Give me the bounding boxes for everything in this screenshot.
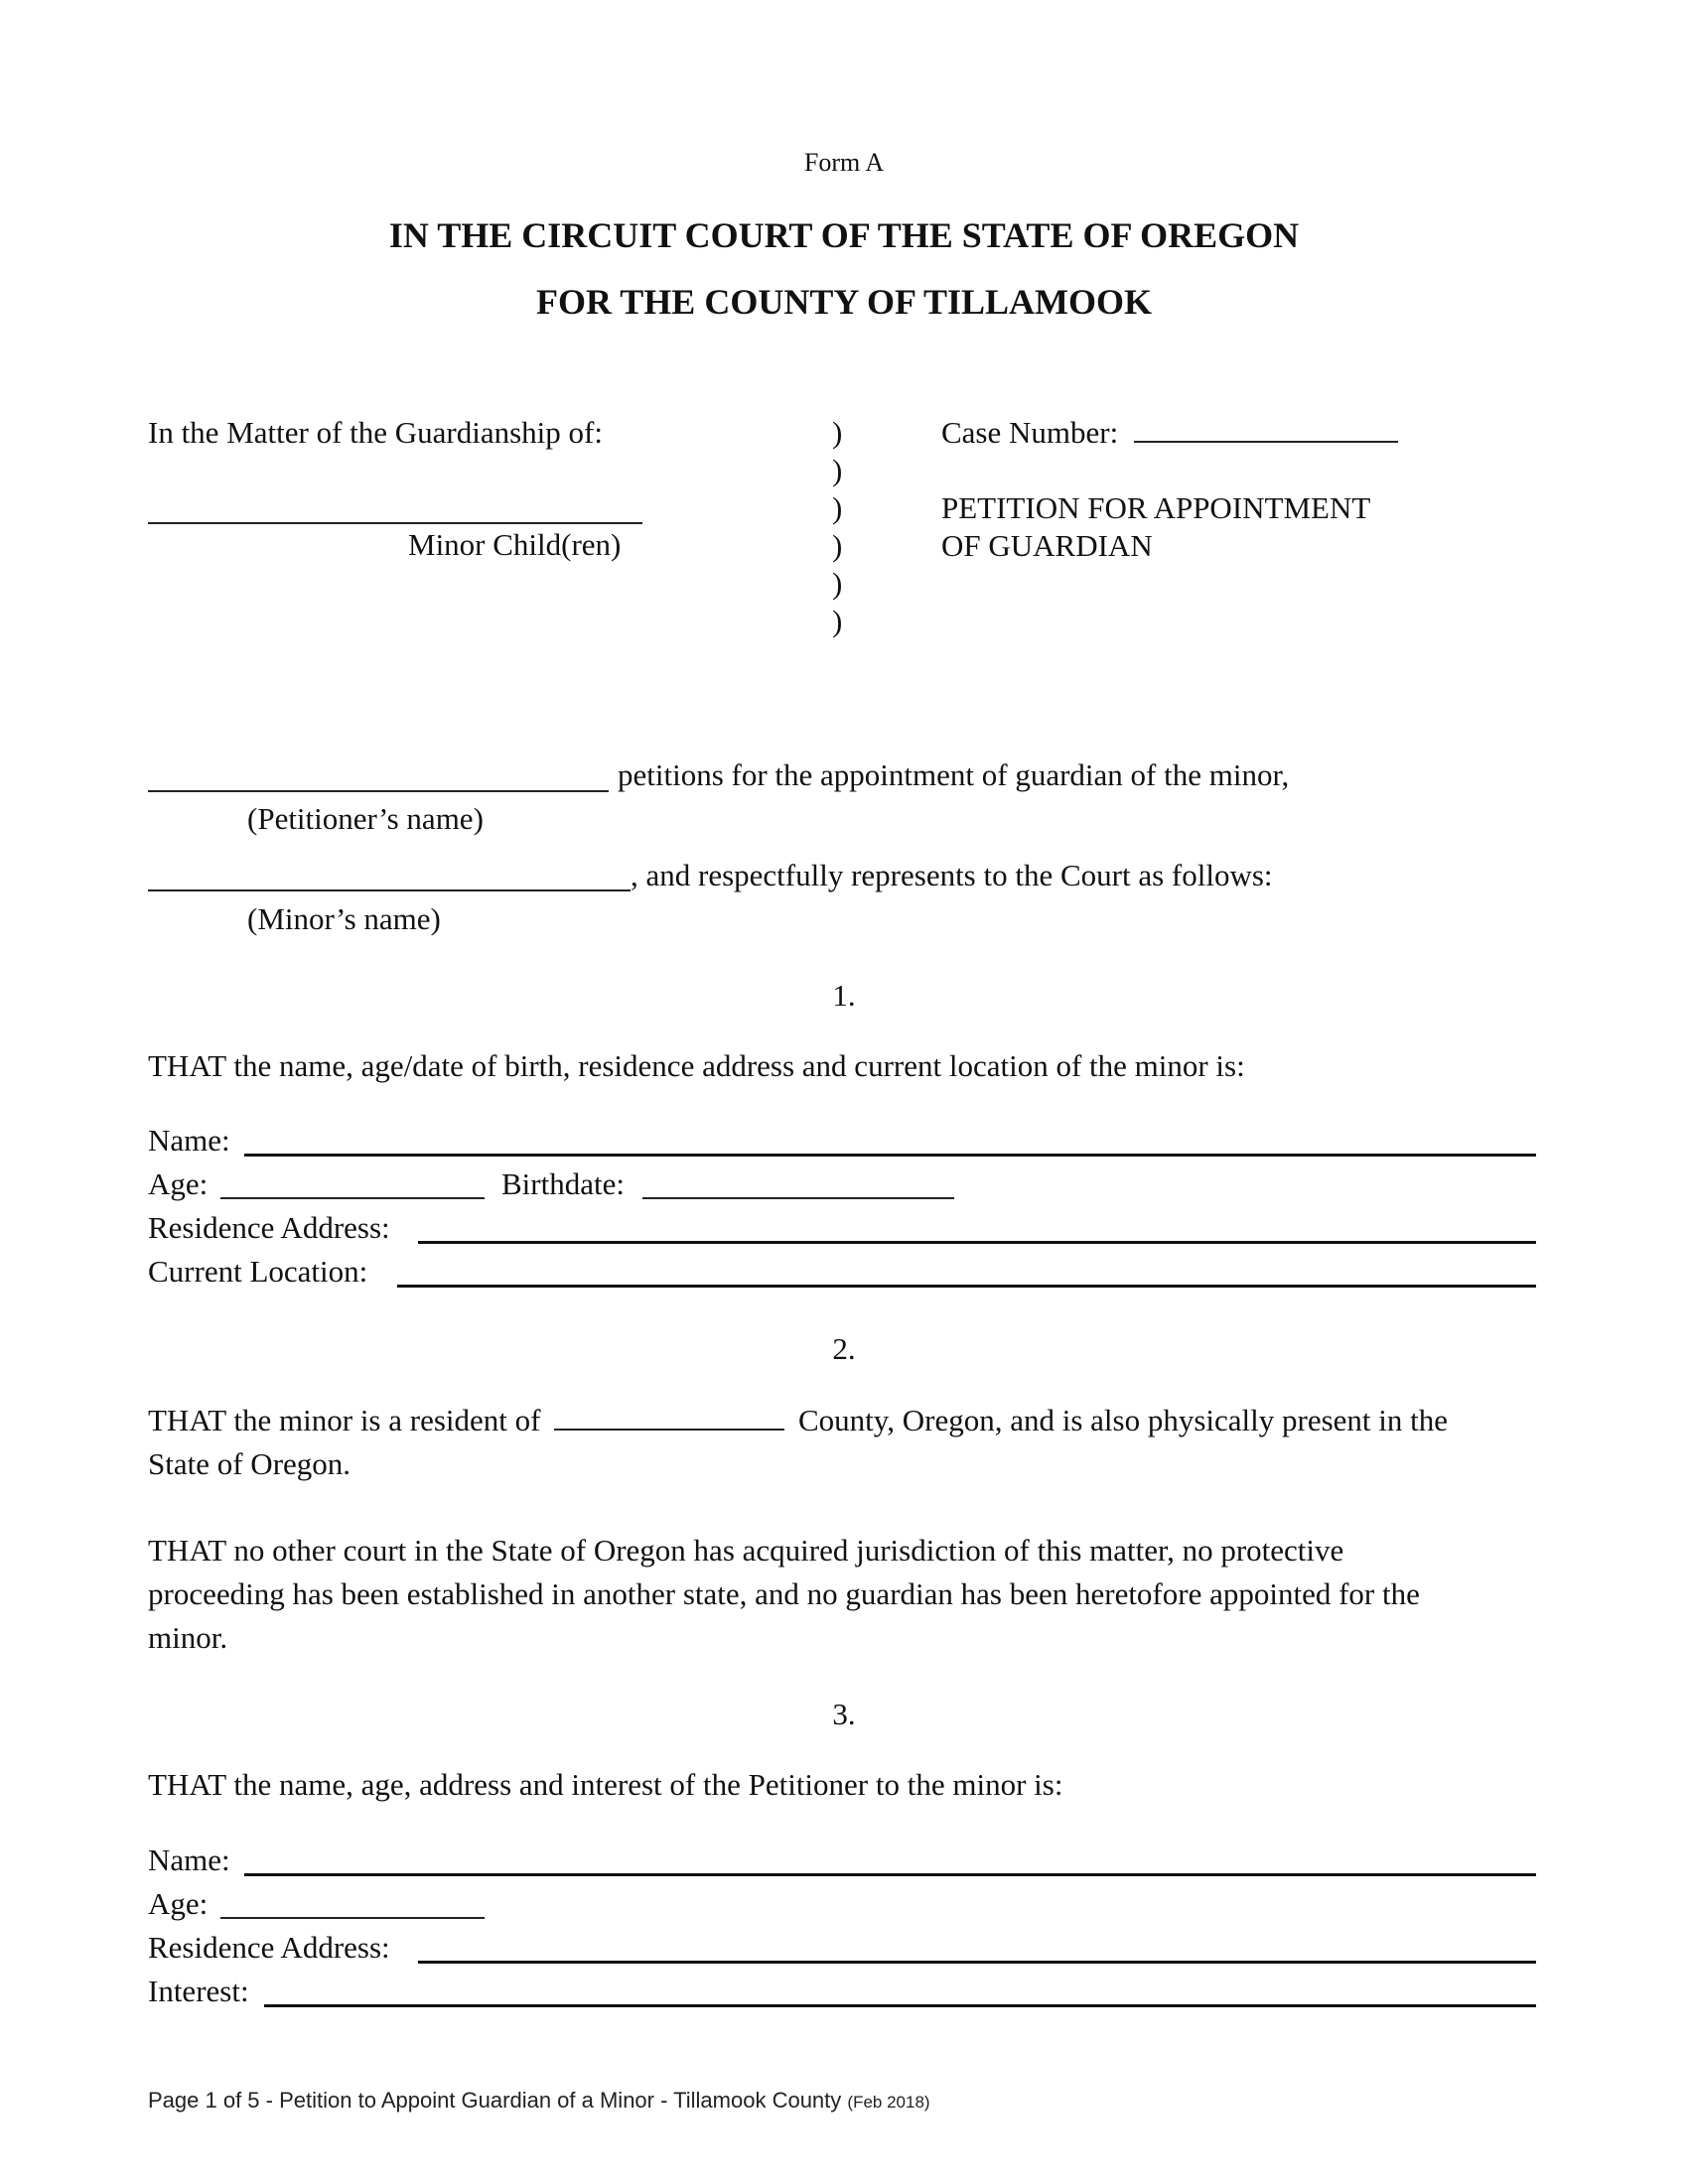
petitioner-age-label: Age: bbox=[148, 1886, 209, 1921]
court-title-line2: FOR THE COUNTY OF TILLAMOOK bbox=[535, 282, 1153, 322]
resident-suffix: County, Oregon, and is also physically present in the bbox=[797, 1403, 1449, 1437]
resident-line bbox=[148, 1402, 1448, 1439]
caption-paren: ) bbox=[832, 490, 843, 525]
minor-location-field[interactable] bbox=[397, 1285, 1536, 1288]
minor-age-field[interactable] bbox=[220, 1197, 485, 1199]
petitioner-interest-field[interactable] bbox=[264, 2004, 1536, 2007]
case-number-label: Case Number: bbox=[941, 415, 1119, 450]
section-1-statement: THAT the name, age/date of birth, residence address and current location of the minor is: bbox=[148, 1048, 1245, 1083]
caption-paren: ) bbox=[832, 528, 843, 563]
form-label: Form A bbox=[803, 148, 885, 177]
caption-paren: ) bbox=[832, 415, 843, 450]
minor-name-line[interactable] bbox=[148, 522, 642, 524]
minor-text: , and respectfully represents to the Court as follows: bbox=[631, 858, 1273, 892]
petition-title-line2: OF GUARDIAN bbox=[941, 528, 1153, 563]
petitioner-residence-field[interactable] bbox=[418, 1961, 1536, 1964]
petitioner-text: petitions for the appointment of guardian of the minor, bbox=[618, 757, 1290, 792]
minor-name-label: Name: bbox=[148, 1123, 230, 1158]
footer-date: (Feb 2018) bbox=[847, 2093, 930, 2112]
petitioner-caption: (Petitioner’s name) bbox=[247, 801, 484, 836]
matter-label: In the Matter of the Guardianship of: bbox=[148, 415, 603, 450]
resident-prefix: THAT the minor is a resident of bbox=[148, 1403, 541, 1437]
caption-paren: ) bbox=[832, 453, 843, 487]
jurisdiction-line-1: THAT no other court in the State of Oregon has acquired jurisdiction of this matter, no protective bbox=[148, 1533, 1344, 1568]
minor-age-label: Age: bbox=[148, 1166, 209, 1201]
petitioner-age-field[interactable] bbox=[220, 1917, 485, 1919]
resident-line-2: State of Oregon. bbox=[148, 1446, 352, 1481]
case-number bbox=[941, 414, 1398, 452]
minor-caption: (Minor’s name) bbox=[247, 901, 441, 936]
minor-residence-label: Residence Address: bbox=[148, 1210, 390, 1245]
section-3-number: 3. bbox=[832, 1697, 856, 1731]
minor-birthdate-field[interactable] bbox=[642, 1197, 954, 1199]
jurisdiction-line-3: minor. bbox=[148, 1620, 228, 1655]
petitioner-name-line[interactable] bbox=[148, 790, 609, 792]
minor-label: Minor Child(ren) bbox=[408, 527, 622, 562]
petitioner-interest-label: Interest: bbox=[148, 1974, 249, 2008]
petitioner-name-label: Name: bbox=[148, 1843, 230, 1877]
resident-county-field[interactable] bbox=[554, 1403, 784, 1431]
section-2-number: 2. bbox=[832, 1331, 856, 1366]
minor-name-field[interactable] bbox=[244, 1154, 1536, 1157]
footer-text: Page 1 of 5 - Petition to Appoint Guardian of a Minor - Tillamook County bbox=[148, 2088, 842, 2113]
page-footer bbox=[148, 2088, 930, 2114]
minor-birthdate-label: Birthdate: bbox=[501, 1166, 625, 1201]
section-1-number: 1. bbox=[832, 978, 856, 1013]
caption-paren: ) bbox=[832, 566, 843, 601]
petitioner-residence-label: Residence Address: bbox=[148, 1930, 390, 1965]
petition-title-line1: PETITION FOR APPOINTMENT bbox=[941, 490, 1371, 525]
petitioner-name-field[interactable] bbox=[244, 1873, 1536, 1876]
court-title-line1: IN THE CIRCUIT COURT OF THE STATE OF OREGON bbox=[388, 215, 1300, 255]
minor-residence-field[interactable] bbox=[418, 1241, 1536, 1244]
caption-paren: ) bbox=[832, 604, 843, 638]
minor-location-label: Current Location: bbox=[148, 1254, 368, 1289]
minor-name-line-2[interactable] bbox=[148, 889, 631, 891]
jurisdiction-line-2: proceeding has been established in another state, and no guardian has been heretofore appointed for the bbox=[148, 1576, 1420, 1611]
section-3-statement: THAT the name, age, address and interest of the Petitioner to the minor is: bbox=[148, 1767, 1063, 1802]
case-number-field[interactable] bbox=[1134, 415, 1398, 443]
